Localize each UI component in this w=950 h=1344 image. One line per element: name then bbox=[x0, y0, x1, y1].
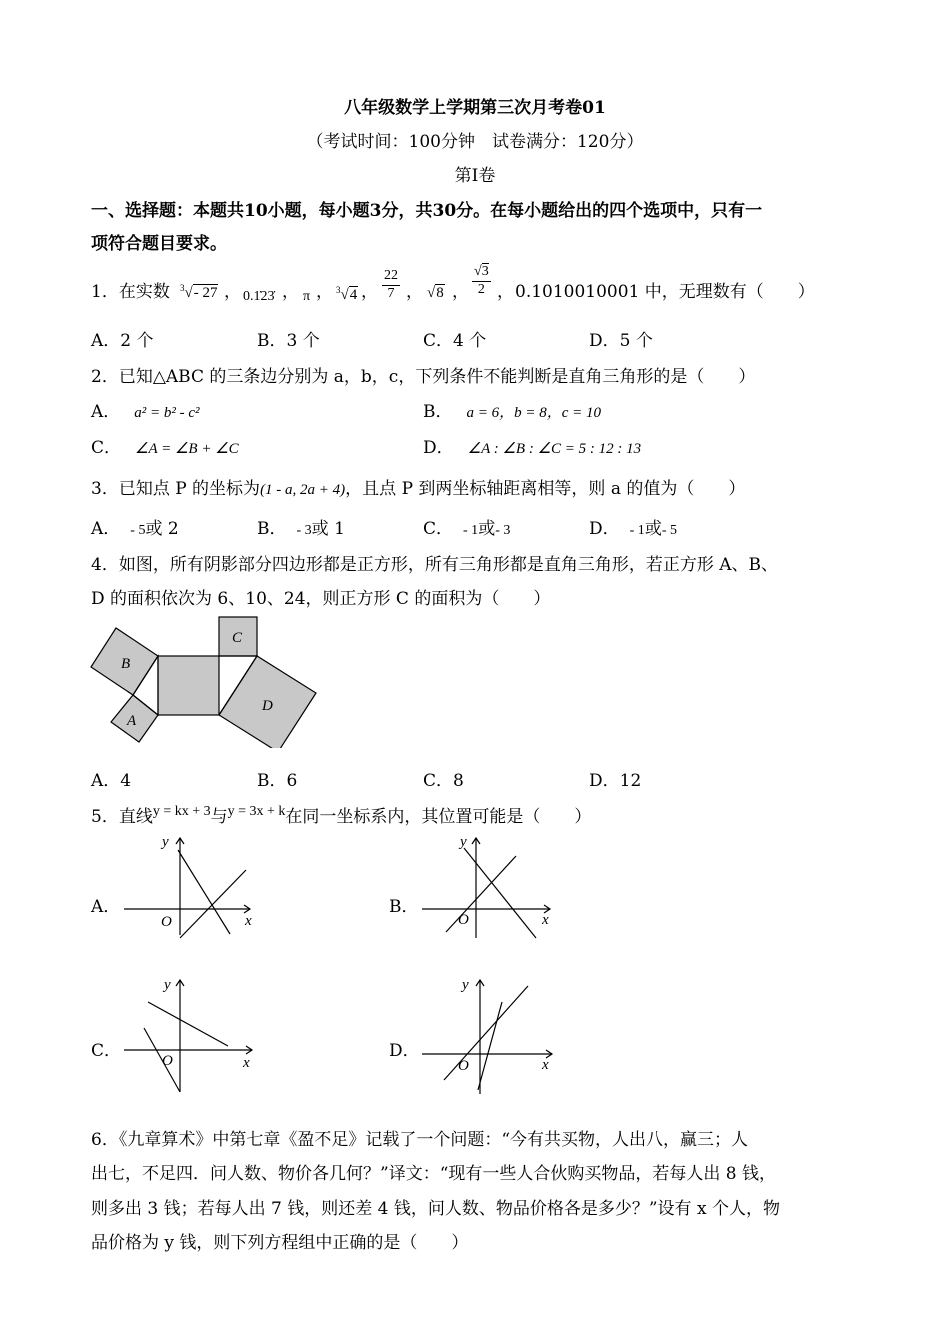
q4-squares-figure bbox=[88, 612, 320, 748]
q5-graph-b bbox=[418, 830, 558, 940]
q1-number-cube-root: $^3$√- 27 bbox=[180, 283, 218, 301]
q4-option-b[interactable]: B．6 bbox=[257, 771, 298, 791]
square-center bbox=[158, 656, 219, 715]
q1-number-cube-root-4: $^3$√4 bbox=[336, 285, 358, 303]
q2-option-b[interactable]: B． a = 6，b = 8，c = 10 bbox=[423, 402, 602, 422]
exam-info: （考试时间：100分钟 试卷满分：120分） bbox=[306, 132, 644, 152]
q4-option-d[interactable]: D．12 bbox=[589, 771, 642, 791]
q1-number-sqrt3-over-2: $\frac{√3}{2}$ bbox=[474, 264, 489, 297]
q5-option-c[interactable]: C． bbox=[91, 1041, 122, 1061]
svg-text:O: O bbox=[162, 1053, 173, 1069]
q3-option-c[interactable]: C． - 1或- 3 bbox=[423, 519, 511, 539]
svg-text:y: y bbox=[164, 977, 171, 993]
q2-option-c[interactable]: C． ∠A = ∠B + ∠C bbox=[91, 438, 239, 458]
label-d: D bbox=[262, 698, 273, 714]
q1-option-b[interactable]: B．3 个 bbox=[257, 331, 320, 351]
q1-option-d[interactable]: D．5 个 bbox=[589, 331, 653, 351]
svg-text:y: y bbox=[460, 834, 467, 850]
page-title: 八年级数学上学期第三次月考卷01 bbox=[344, 98, 606, 118]
svg-text:O: O bbox=[161, 914, 172, 930]
q3-stem: 3．已知点 P 的坐标为(1 - a, 2a + 4)，且点 P 到两坐标轴距离相等，则 a 的值为（ ） bbox=[91, 479, 746, 499]
section-heading-line1: 一、选择题：本题共10小题，每小题3分，共30分。在每小题给出的四个选项中，只有一 bbox=[91, 201, 763, 221]
svg-text:y: y bbox=[162, 834, 169, 850]
label-c: C bbox=[232, 630, 243, 646]
q5-graph-a bbox=[120, 830, 260, 940]
q5-graph-c bbox=[120, 972, 260, 1097]
q5-graph-d bbox=[418, 972, 558, 1097]
q6-stem-line2: 出七，不足四．问人数、物价各几何？”译文：“现有一些人合伙购买物品，若每人出 8 钱， bbox=[91, 1164, 777, 1184]
q5-option-a[interactable]: A． bbox=[91, 897, 121, 917]
svg-text:x: x bbox=[542, 1057, 549, 1073]
q1-number-sqrt8: √8 bbox=[427, 285, 444, 301]
svg-text:O: O bbox=[458, 912, 469, 928]
volume-label: 第Ⅰ卷 bbox=[454, 166, 496, 186]
section-heading-line2: 项符合题目要求。 bbox=[91, 234, 227, 254]
q5-stem: 5．直线$^{y = kx + 3}$与$^{y = 3x + k}$在同一坐标系内，其位置可能是（ ） bbox=[91, 804, 592, 827]
q1-option-a[interactable]: A．2 个 bbox=[91, 331, 154, 351]
q1-stem-prefix: 1．在实数 bbox=[91, 282, 170, 302]
q1-stem-suffix: 0.1010010001 中，无理数有（ ） bbox=[515, 282, 815, 302]
q4-stem-line2: D 的面积依次为 6、10、24，则正方形 C 的面积为（ ） bbox=[91, 589, 551, 609]
q4-option-c[interactable]: C．8 bbox=[423, 771, 464, 791]
q2-option-d[interactable]: D． ∠A : ∠B : ∠C = 5 : 12 : 13 bbox=[423, 438, 642, 458]
svg-text:x: x bbox=[243, 1055, 250, 1071]
label-b: B bbox=[121, 656, 131, 672]
q4-option-a[interactable]: A．4 bbox=[91, 771, 132, 791]
q1-number-repeating: 0.1̇23̇ bbox=[243, 289, 275, 304]
svg-text:y: y bbox=[462, 977, 469, 993]
svg-text:x: x bbox=[245, 913, 252, 929]
q3-coordinate: (1 - a, 2a + 4) bbox=[260, 482, 346, 498]
label-a: A bbox=[127, 713, 137, 729]
q5-option-d[interactable]: D． bbox=[389, 1041, 420, 1061]
q6-stem-line3: 则多出 3 钱；若每人出 7 钱，则还差 4 钱，问人数、物品价格各是多少？”设有 x 个人，物 bbox=[91, 1199, 780, 1219]
q2-stem: 2．已知△ABC 的三条边分别为 a，b，c，下列条件不能判断是直角三角形的是（ ） bbox=[91, 367, 756, 387]
q6-stem-line4: 品价格为 y 钱，则下列方程组中正确的是（ ） bbox=[91, 1233, 469, 1253]
q1-option-c[interactable]: C．4 个 bbox=[423, 331, 487, 351]
q1-number-pi: π bbox=[303, 289, 311, 304]
q2-option-a[interactable]: A． a² = b² - c² bbox=[91, 402, 200, 422]
q3-option-b[interactable]: B． - 3或 1 bbox=[257, 519, 345, 539]
q6-stem-line1: 6．《九章算术》中第七章《盈不足》记载了一个问题：“今有共买物，人出八，赢三；人 bbox=[91, 1130, 749, 1150]
svg-text:x: x bbox=[542, 912, 549, 928]
svg-text:O: O bbox=[458, 1058, 469, 1074]
q5-option-b[interactable]: B． bbox=[389, 897, 419, 917]
q1-number-fraction: $\frac{22}{7}$ bbox=[384, 268, 398, 301]
q3-option-a[interactable]: A． - 5或 2 bbox=[91, 519, 179, 539]
q4-stem-line1: 4．如图，所有阴影部分四边形都是正方形，所有三角形都是直角三角形，若正方形 A、B、 bbox=[91, 555, 778, 575]
q3-option-d[interactable]: D． - 1或- 5 bbox=[589, 519, 677, 539]
